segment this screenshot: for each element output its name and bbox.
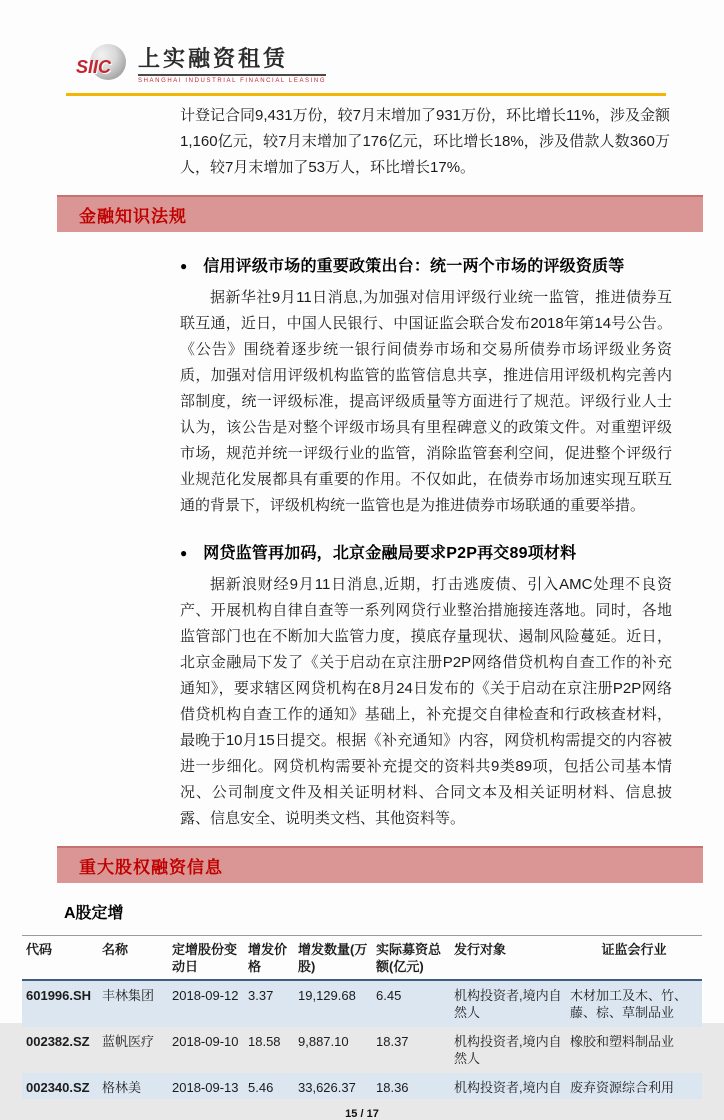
- article-2-body: 据新浪财经9月11日消息,近期，打击逃废债、引入AMC处理不良资产、开展机构自律自查等一系列网贷行业整治措施接连落地。同时，各地监管部门也在不断加大监管力度，摸底存量现状、遏制风险蔓延。近日，北京金融局下发了《关于启动在京注册P2P网络借贷机构自查工作的补充通知》，要求辖区网贷机构在8月24日发布的《关于启动在京注册P2P网络借贷机构自查工作的通知》基础上，补充提交自律检查和行政核查材料，最晚于10月15日提交。根据《补充通知》内容，网贷机构需提交的内容被进一步细化。网贷机构需要补充提交的资料共9类89项，包括公司基本情况、公司制度文件及相关证明材料、合同文本及相关证明材料、信息披露、信息安全、说明类文档、其他资料等。: [180, 576, 672, 827]
- article-2-title: 网贷监管再加码，北京金融局要求P2P再交89项材料: [203, 545, 577, 562]
- cell-code: 002382.SZ: [26, 1034, 90, 1049]
- intro-paragraph: 计登记合同9,431万份，较7月末增加了931万份，环比增长11%，涉及金额1,160亿元，较7月末增加了176亿元，环比增长18%，涉及借款人数360万人，较7月末增加了53万人，环比增长17%。: [180, 107, 670, 176]
- cell-issue-volume: 9,887.10: [298, 1034, 349, 1049]
- bullet-icon: ●: [180, 259, 188, 273]
- cell-issue-target: 机构投资者,境内自然人: [454, 988, 562, 1020]
- cell-csrc-industry: 木材加工及木、竹、藤、棕、草制品业: [570, 988, 688, 1020]
- cell-name: 丰林集团: [102, 988, 155, 1003]
- page-number: 15 / 17: [345, 1108, 379, 1120]
- siic-logo-text: SIIC: [76, 57, 112, 77]
- articles-container: [180, 253, 672, 832]
- cell-issue-price: 18.58: [248, 1034, 281, 1049]
- company-name-block: [138, 47, 326, 84]
- article-1-heading-row: [180, 253, 672, 276]
- cell-raised-amount: 18.37: [376, 1034, 409, 1049]
- cell-issue-price: 3.37: [248, 988, 274, 1003]
- section-banner-equity-financing: 重大股权融资信息: [57, 846, 703, 883]
- col-header-raised-amount: 实际募资总额(亿元): [372, 936, 450, 981]
- table-row: [22, 1027, 702, 1073]
- col-header-change-date: 定增股份变动日: [168, 936, 244, 981]
- table-row: [22, 1073, 702, 1099]
- cell-name: 蓝帆医疗: [102, 1034, 155, 1049]
- cell-issue-volume: 19,129.68: [298, 988, 356, 1003]
- company-name-en: SHANGHAI INDUSTRIAL FINANCIAL LEASING: [138, 78, 327, 84]
- table-header-row: [22, 936, 702, 981]
- cell-csrc-industry: 废弃资源综合利用: [570, 1080, 675, 1095]
- cell-issue-volume: 33,626.37: [298, 1080, 356, 1095]
- cell-raised-amount: 6.45: [376, 988, 402, 1003]
- cell-csrc-industry: 橡胶和塑料制品业: [570, 1034, 675, 1049]
- cell-change-date: 2018-09-10: [172, 1034, 239, 1049]
- col-header-issue-price: 增发价格: [244, 936, 294, 981]
- cell-issue-target: 机构投资者,境内自然人: [454, 1034, 562, 1066]
- cell-issue-price: 5.46: [248, 1080, 274, 1095]
- cell-change-date: 2018-09-12: [172, 988, 239, 1003]
- company-name-cn: 上实融资租赁: [138, 47, 326, 76]
- col-header-issue-target: 发行对象: [450, 936, 566, 981]
- cell-code: 601996.SH: [26, 988, 92, 1003]
- bullet-icon: ●: [180, 546, 188, 560]
- article-2-heading-row: [180, 540, 672, 563]
- equity-financing-table: [22, 935, 702, 1099]
- cell-code: 002340.SZ: [26, 1080, 90, 1095]
- cell-raised-amount: 18.36: [376, 1080, 409, 1095]
- company-logo: [76, 44, 724, 84]
- col-header-issue-volume: 增发数量(万股): [294, 936, 372, 981]
- cell-change-date: 2018-09-13: [172, 1080, 239, 1095]
- col-header-name: 名称: [98, 936, 168, 981]
- siic-globe-icon: [76, 44, 128, 84]
- article-1-body: 据新华社9月11日消息,为加强对信用评级行业统一监管，推进债券互联互通，近日，中国人民银行、中国证监会联合发布2018年第14号公告。《公告》围绕着逐步统一银行间债券市场和交易所债券市场评级业务资质，加强对信用评级机构监管的监管信息共享，推进信用评级机构完善内部制度，统一评级标准，提高评级质量等方面进行了规范。评级行业人士认为，该公告是对整个评级市场具有里程碑意义的政策文件。对重塑评级市场，规范并统一评级行业的监管，消除监管套利空间，促进整个评级行业规范化发展都具有重要的作用。不仅如此，在债券市场加速实现互联互通的背景下，评级机构统一监管也是为推进债券市场联通的重要举措。: [180, 289, 672, 514]
- section-banner-regulations: 金融知识法规: [57, 195, 703, 232]
- cell-issue-target: 机构投资者,境内自: [454, 1080, 562, 1095]
- cell-name: 格林美: [102, 1080, 142, 1095]
- article-1-title: 信用评级市场的重要政策出台：统一两个市场的评级资质等: [203, 258, 625, 275]
- gold-divider: [66, 93, 666, 96]
- page-header: [0, 0, 724, 84]
- col-header-code: 代码: [22, 936, 98, 981]
- table-row: [22, 980, 702, 1027]
- col-header-csrc-industry: 证监会行业: [566, 936, 702, 981]
- subsection-title-a-share: A股定增: [64, 905, 124, 922]
